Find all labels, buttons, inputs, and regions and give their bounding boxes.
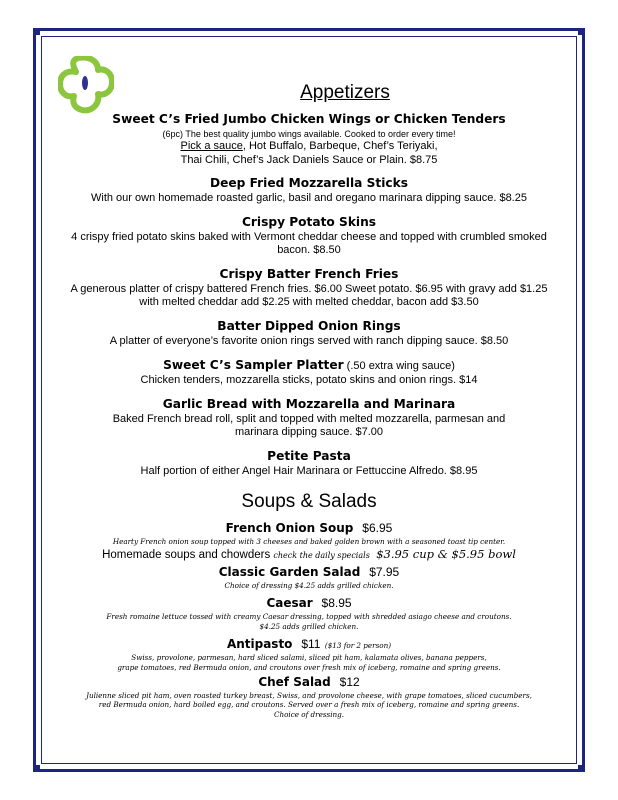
chowders-row [50,547,568,563]
item-desc-caesar-2: $4.25 adds grilled chicken. [259,621,359,631]
item-title-row-garden-salad [50,563,568,581]
corner-ornament [33,28,40,35]
item-desc-garlic-bread: Baked French bread roll, split and topped with melted mozzarella, parmesan and [112,412,506,425]
item-note-antipasto: ($13 for 2 person) [324,641,392,651]
item-title-row-chef-salad [50,673,568,691]
item-desc-wings [50,140,568,154]
item-desc-antipasto: Swiss, provolone, parmesan, hard sliced salami, sliced pit ham, kalamata olives, banana peppers, [131,653,487,663]
item-desc-potato-skins-2: bacon. $8.50 [277,244,341,256]
chowders-note: check the daily specials [273,550,370,560]
item-desc-fries-2: with melted cheddar add $2.25 with melted cheddar, bacon add $3.50 [139,296,479,308]
item-title-caesar: Caesar [266,596,313,611]
item-desc-petite-pasta: Half portion of either Angel Hair Marinara or Fettuccine Alfredo. $8.95 [140,464,478,477]
pick-sauce-label: Pick a sauce [180,140,243,152]
item-desc-wings-2: Thai Chili, Chef’s Jack Daniels Sauce or Plain. $8.75 [180,153,438,166]
section-heading-soups-salads: Soups & Salads [241,491,377,512]
item-title-petite-pasta: Petite Pasta [267,448,351,463]
chowders-price: $3.95 cup & $5.95 bowl [376,546,516,561]
item-desc-chef-salad: Julienne sliced pit ham, oven roasted turkey breast, Swiss, and provolone cheese, with grape tomatoes, sliced cucumbers, [86,690,532,700]
item-title-french-onion: French Onion Soup [225,521,354,535]
item-title-fries: Crispy Batter French Fries [219,266,399,281]
item-title-onion-rings: Batter Dipped Onion Rings [217,318,401,333]
item-note-sampler: (.50 extra wing sauce) [343,360,455,372]
item-price-antipasto: $11 [301,637,321,652]
item-desc-chef-salad-3: Choice of dressing. [273,709,345,719]
item-title-mozzarella: Deep Fried Mozzarella Sticks [210,176,408,190]
item-note-wings: (6pc) The best quality jumbo wings available. Cooked to order every time! [162,129,456,139]
item-title-garlic-bread: Garlic Bread with Mozzarella and Marinara [162,396,456,411]
item-title-garden-salad: Classic Garden Salad [218,564,361,579]
item-title-antipasto: Antipasto [226,637,293,652]
item-price-caesar: $8.95 [321,596,352,611]
item-price-garden-salad: $7.95 [369,564,400,579]
item-title-row-caesar [50,594,568,612]
item-desc-chef-salad-2: red Bermuda onion, hard boiled egg, and croutons. Served over a fresh mix of iceberg, romaine and spring greens. [98,700,520,710]
item-price-french-onion: $6.95 [362,521,393,535]
item-desc-garlic-bread-2: marinara dipping sauce. $7.00 [235,426,383,438]
item-desc-potato-skins: 4 crispy fried potato skins baked with Vermont cheddar cheese and topped with crumbled smoked [71,230,547,243]
item-desc-sampler: Chicken tenders, mozzarella sticks, potato skins and onion rings. $14 [140,374,478,386]
corner-ornament [578,28,585,35]
item-title-row-french-onion [50,519,568,537]
item-title-potato-skins: Crispy Potato Skins [241,214,377,229]
chowders-label: Homemade soups and chowders [102,548,271,561]
item-desc-mozzarella: With our own homemade roasted garlic, basil and oregano marinara dipping sauce. $8.25 [91,192,527,204]
sauce-list: , Hot Buffalo, Barbeque, Chef’s Teriyaki, [242,140,438,152]
item-title-sampler-row [50,356,568,374]
item-desc-french-onion: Hearty French onion soup topped with 3 cheeses and baked golden brown with a seasoned toast tip center. [112,537,506,546]
item-title-row-antipasto [50,635,568,653]
item-desc-fries: A generous platter of crispy battered French fries. $6.00 Sweet potato. $6.95 with gravy add $1.25 [70,282,548,295]
item-desc-onion-rings: A platter of everyone’s favorite onion rings served with ranch dipping sauce. $8.50 [109,334,509,347]
item-desc-antipasto-2: grape tomatoes, red Bermuda onion, and croutons over fresh mix of iceberg, romaine and spring greens. [117,662,501,672]
item-price-chef-salad: $12 [339,674,360,689]
item-title-sampler: Sweet C’s Sampler Platter [163,358,344,372]
item-desc-garden-salad: Choice of dressing $4.25 adds grilled chicken. [224,580,394,590]
item-desc-caesar: Fresh romaine lettuce tossed with creamy Caesar dressing, topped with shredded asiago cheese and croutons. [106,612,512,622]
menu-content [50,80,568,719]
item-title-wings: Sweet C’s Fried Jumbo Chicken Wings or Chicken Tenders [112,112,506,126]
item-title-chef-salad: Chef Salad [258,674,331,689]
section-heading-appetizers: Appetizers [300,82,390,103]
corner-ornament [578,765,585,772]
corner-ornament [33,765,40,772]
